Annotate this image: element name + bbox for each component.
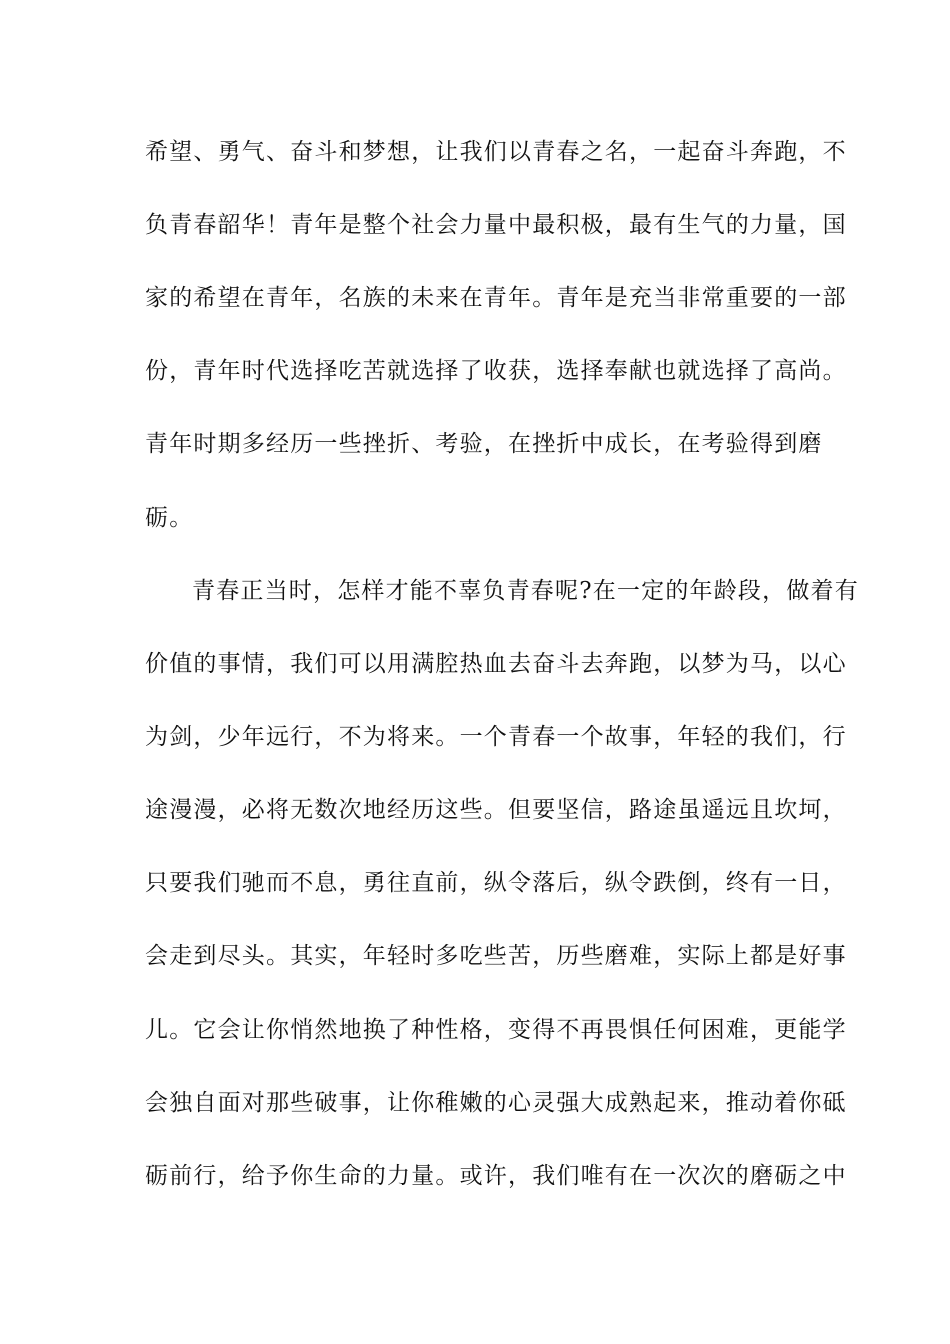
paragraph-2-line-6: 会走到尽头。其实，年轻时多吃些苦，历些磨难，实际上都是好事 — [145, 943, 847, 969]
paragraph-2-line-1: 青春正当时，怎样才能不辜负青春呢?在一定的年龄段，做着有 — [192, 578, 859, 604]
paragraph-2-line-3: 为剑，少年远行，不为将来。一个青春一个故事，年轻的我们，行 — [145, 724, 847, 750]
paragraph-2-line-9: 砺前行，给予你生命的力量。或许，我们唯有在一次次的磨砺之中 — [145, 1163, 847, 1189]
paragraph-1-line-4: 份，青年时代选择吃苦就选择了收获，选择奉献也就选择了高尚。 — [145, 358, 847, 384]
paragraph-1-line-2: 负青春韶华！青年是整个社会力量中最积极，最有生气的力量，国 — [145, 212, 847, 238]
paragraph-2-line-2: 价值的事情，我们可以用满腔热血去奋斗去奔跑，以梦为马，以心 — [145, 651, 847, 677]
paragraph-2-line-5: 只要我们驰而不息，勇往直前，纵令落后，纵令跌倒，终有一日， — [145, 870, 847, 896]
paragraph-2-line-4: 途漫漫，必将无数次地经历这些。但要坚信，路途虽遥远且坎坷， — [145, 797, 847, 823]
paragraph-1-line-3: 家的希望在青年，名族的未来在青年。青年是充当非常重要的一部 — [145, 285, 847, 311]
paragraph-1-line-6: 砺。 — [145, 505, 194, 531]
paragraph-2-line-7: 儿。它会让你悄然地换了种性格，变得不再畏惧任何困难，更能学 — [145, 1017, 847, 1043]
paragraph-1-line-1: 希望、勇气、奋斗和梦想，让我们以青春之名，一起奋斗奔跑，不 — [145, 139, 847, 165]
paragraph-1-line-5: 青年时期多经历一些挫折、考验，在挫折中成长，在考验得到磨 — [145, 431, 823, 457]
paragraph-2-line-8: 会独自面对那些破事，让你稚嫩的心灵强大成熟起来，推动着你砥 — [145, 1090, 847, 1116]
